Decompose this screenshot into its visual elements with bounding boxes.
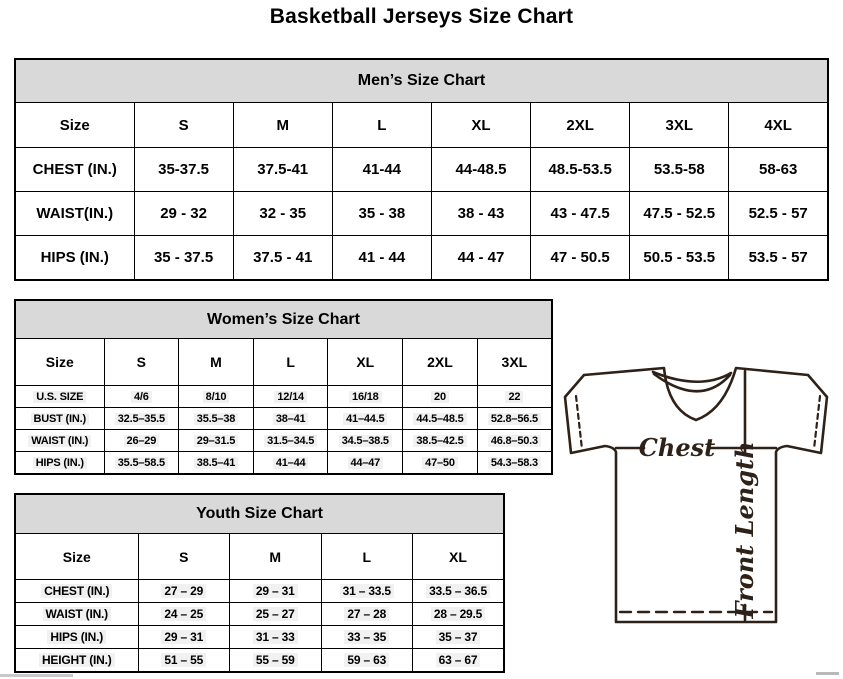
- value-text: 35.5–58.5: [115, 457, 168, 469]
- table-row: [15, 430, 552, 452]
- value-cell: [179, 430, 254, 452]
- row-label-text: WAIST (IN.): [28, 435, 91, 447]
- row-label: [15, 386, 104, 408]
- value-cell: [104, 430, 179, 452]
- size-col-header: M: [179, 339, 254, 386]
- value-cell: 47.5 - 52.5: [630, 192, 729, 236]
- row-label: [15, 580, 138, 603]
- value-text: 46.8–50.3: [488, 435, 541, 447]
- value-text: 55 – 59: [253, 653, 298, 667]
- size-col-header: S: [134, 103, 233, 148]
- row-label-text: HIPS (IN.): [33, 457, 87, 469]
- value-cell: [179, 408, 254, 430]
- value-text: 63 – 67: [436, 653, 481, 667]
- table-row: [15, 148, 828, 192]
- value-cell: [477, 408, 552, 430]
- value-cell: [230, 580, 322, 603]
- value-cell: [413, 603, 505, 626]
- value-cell: [230, 626, 322, 649]
- size-col-header: 4XL: [729, 103, 828, 148]
- table-row: [15, 236, 828, 281]
- value-cell: [230, 649, 322, 673]
- value-cell: [253, 386, 328, 408]
- value-text: 27 – 28: [344, 607, 389, 621]
- value-text: 26–29: [124, 435, 160, 447]
- size-col-header: M: [230, 534, 322, 580]
- value-text: 52.8–56.5: [488, 413, 541, 425]
- value-cell: [253, 408, 328, 430]
- size-col-header: XL: [413, 534, 505, 580]
- size-col-header: M: [233, 103, 332, 148]
- size-col-header: 2XL: [531, 103, 630, 148]
- value-cell: 32 - 35: [233, 192, 332, 236]
- value-cell: [403, 408, 478, 430]
- value-text: 8/10: [203, 391, 230, 403]
- value-text: 34.5–38.5: [339, 435, 392, 447]
- value-cell: 37.5 - 41: [233, 236, 332, 281]
- size-col-header: L: [332, 103, 431, 148]
- value-text: 25 – 27: [253, 607, 298, 621]
- row-label-text: BUST (IN.): [31, 413, 89, 425]
- row-label-text: HIPS (IN.): [47, 630, 106, 644]
- size-col-header: XL: [328, 339, 403, 386]
- header-row: [15, 534, 504, 580]
- value-text: 59 – 63: [344, 653, 389, 667]
- value-text: 38–41: [273, 413, 309, 425]
- value-cell: 53.5-58: [630, 148, 729, 192]
- value-text: 41–44: [273, 457, 309, 469]
- womens-table-caption: Women’s Size Chart: [15, 300, 552, 339]
- value-cell: [253, 430, 328, 452]
- value-cell: [403, 386, 478, 408]
- size-col-header: L: [321, 534, 413, 580]
- value-text: 31.5–34.5: [264, 435, 317, 447]
- value-text: 28 – 29.5: [431, 607, 485, 621]
- value-cell: [477, 430, 552, 452]
- horizontal-scrollbar-fragment[interactable]: [0, 674, 73, 677]
- value-text: 31 – 33: [253, 630, 298, 644]
- value-cell: [104, 408, 179, 430]
- chest-label: Chest: [638, 433, 716, 462]
- value-cell: 37.5-41: [233, 148, 332, 192]
- value-text: 44–47: [348, 457, 384, 469]
- size-col-header: 3XL: [477, 339, 552, 386]
- size-header-cell: Size: [15, 339, 104, 386]
- value-text: 20: [431, 391, 449, 403]
- value-text: 54.3–58.3: [488, 457, 541, 469]
- table-caption-row: [15, 300, 552, 339]
- value-cell: [321, 603, 413, 626]
- value-text: 47–50: [422, 457, 458, 469]
- value-cell: [328, 386, 403, 408]
- value-text: 27 – 29: [161, 584, 206, 598]
- table-row: [15, 408, 552, 430]
- value-cell: 41-44: [332, 148, 431, 192]
- womens-size-table: [14, 299, 553, 475]
- row-label: [15, 649, 138, 673]
- value-text: 31 – 33.5: [340, 584, 394, 598]
- value-cell: 29 - 32: [134, 192, 233, 236]
- value-cell: [413, 649, 505, 673]
- row-label: [15, 452, 104, 475]
- value-cell: [328, 408, 403, 430]
- size-col-header: S: [104, 339, 179, 386]
- value-cell: [477, 452, 552, 475]
- row-label: [15, 408, 104, 430]
- row-label: [15, 626, 138, 649]
- table-caption-row: [15, 59, 828, 103]
- youth-table-caption: Youth Size Chart: [15, 494, 504, 534]
- value-cell: [104, 452, 179, 475]
- value-cell: [403, 430, 478, 452]
- value-cell: [138, 603, 230, 626]
- youth-size-table: [14, 493, 505, 673]
- value-text: 38.5–42.5: [413, 435, 466, 447]
- table-row: [15, 626, 504, 649]
- value-cell: 41 - 44: [332, 236, 431, 281]
- table-row: [15, 649, 504, 673]
- horizontal-scrollbar-thumb[interactable]: [816, 672, 839, 675]
- size-col-header: L: [253, 339, 328, 386]
- table-row: [15, 192, 828, 236]
- value-cell: 38 - 43: [431, 192, 530, 236]
- value-cell: 35 - 37.5: [134, 236, 233, 281]
- value-text: 41–44.5: [343, 413, 387, 425]
- value-cell: 47 - 50.5: [531, 236, 630, 281]
- value-text: 44.5–48.5: [413, 413, 466, 425]
- value-text: 35.5–38: [194, 413, 238, 425]
- value-cell: 44-48.5: [431, 148, 530, 192]
- value-cell: [230, 603, 322, 626]
- table-caption-row: [15, 494, 504, 534]
- row-label-text: WAIST (IN.): [43, 607, 111, 621]
- value-cell: [403, 452, 478, 475]
- size-header-cell: Size: [15, 103, 134, 148]
- value-text: 35 – 37: [436, 630, 481, 644]
- value-cell: 48.5-53.5: [531, 148, 630, 192]
- header-row: [15, 103, 828, 148]
- value-cell: [253, 452, 328, 475]
- value-cell: [138, 580, 230, 603]
- value-cell: 50.5 - 53.5: [630, 236, 729, 281]
- value-text: 32.5–35.5: [115, 413, 168, 425]
- value-cell: [104, 386, 179, 408]
- value-cell: [413, 580, 505, 603]
- value-cell: 35-37.5: [134, 148, 233, 192]
- row-label: CHEST (IN.): [15, 148, 134, 192]
- size-col-header: XL: [431, 103, 530, 148]
- value-cell: 43 - 47.5: [531, 192, 630, 236]
- value-cell: 58-63: [729, 148, 828, 192]
- value-cell: [138, 626, 230, 649]
- value-cell: 52.5 - 57: [729, 192, 828, 236]
- row-label: WAIST(IN.): [15, 192, 134, 236]
- value-text: 22: [505, 391, 523, 403]
- value-cell: [328, 430, 403, 452]
- value-cell: [321, 580, 413, 603]
- size-header-cell: Size: [15, 534, 138, 580]
- value-text: 29–31.5: [194, 435, 238, 447]
- table-row: [15, 603, 504, 626]
- value-text: 24 – 25: [161, 607, 206, 621]
- value-cell: [328, 452, 403, 475]
- value-text: 33 – 35: [344, 630, 389, 644]
- header-row: [15, 339, 552, 386]
- value-cell: [321, 649, 413, 673]
- jersey-diagram-icon: [556, 358, 840, 634]
- value-text: 51 – 55: [161, 653, 206, 667]
- row-label-text: HEIGHT (IN.): [39, 653, 115, 667]
- value-text: 38.5–41: [194, 457, 238, 469]
- mens-table-caption: Men’s Size Chart: [15, 59, 828, 103]
- value-cell: [138, 649, 230, 673]
- value-text: 29 – 31: [161, 630, 206, 644]
- value-cell: [179, 386, 254, 408]
- table-row: [15, 452, 552, 475]
- front-length-label: Front Length: [730, 441, 759, 619]
- row-label: [15, 603, 138, 626]
- value-text: 16/18: [349, 391, 382, 403]
- value-text: 33.5 – 36.5: [426, 584, 490, 598]
- value-cell: [321, 626, 413, 649]
- row-label: [15, 430, 104, 452]
- value-cell: [413, 626, 505, 649]
- row-label-text: U.S. SIZE: [33, 391, 86, 403]
- value-cell: 44 - 47: [431, 236, 530, 281]
- value-cell: [477, 386, 552, 408]
- row-label-text: CHEST (IN.): [41, 584, 112, 598]
- value-text: 12/14: [274, 391, 307, 403]
- size-col-header: S: [138, 534, 230, 580]
- row-label: HIPS (IN.): [15, 236, 134, 281]
- size-col-header: 3XL: [630, 103, 729, 148]
- page-title: Basketball Jerseys Size Chart: [269, 5, 574, 28]
- jersey-measurement-diagram: [556, 358, 840, 634]
- size-col-header: 2XL: [403, 339, 478, 386]
- mens-size-table: [14, 58, 829, 281]
- value-cell: 35 - 38: [332, 192, 431, 236]
- value-text: 29 – 31: [253, 584, 298, 598]
- table-row: [15, 580, 504, 603]
- value-text: 4/6: [131, 391, 152, 403]
- table-row: [15, 386, 552, 408]
- value-cell: [179, 452, 254, 475]
- value-cell: 53.5 - 57: [729, 236, 828, 281]
